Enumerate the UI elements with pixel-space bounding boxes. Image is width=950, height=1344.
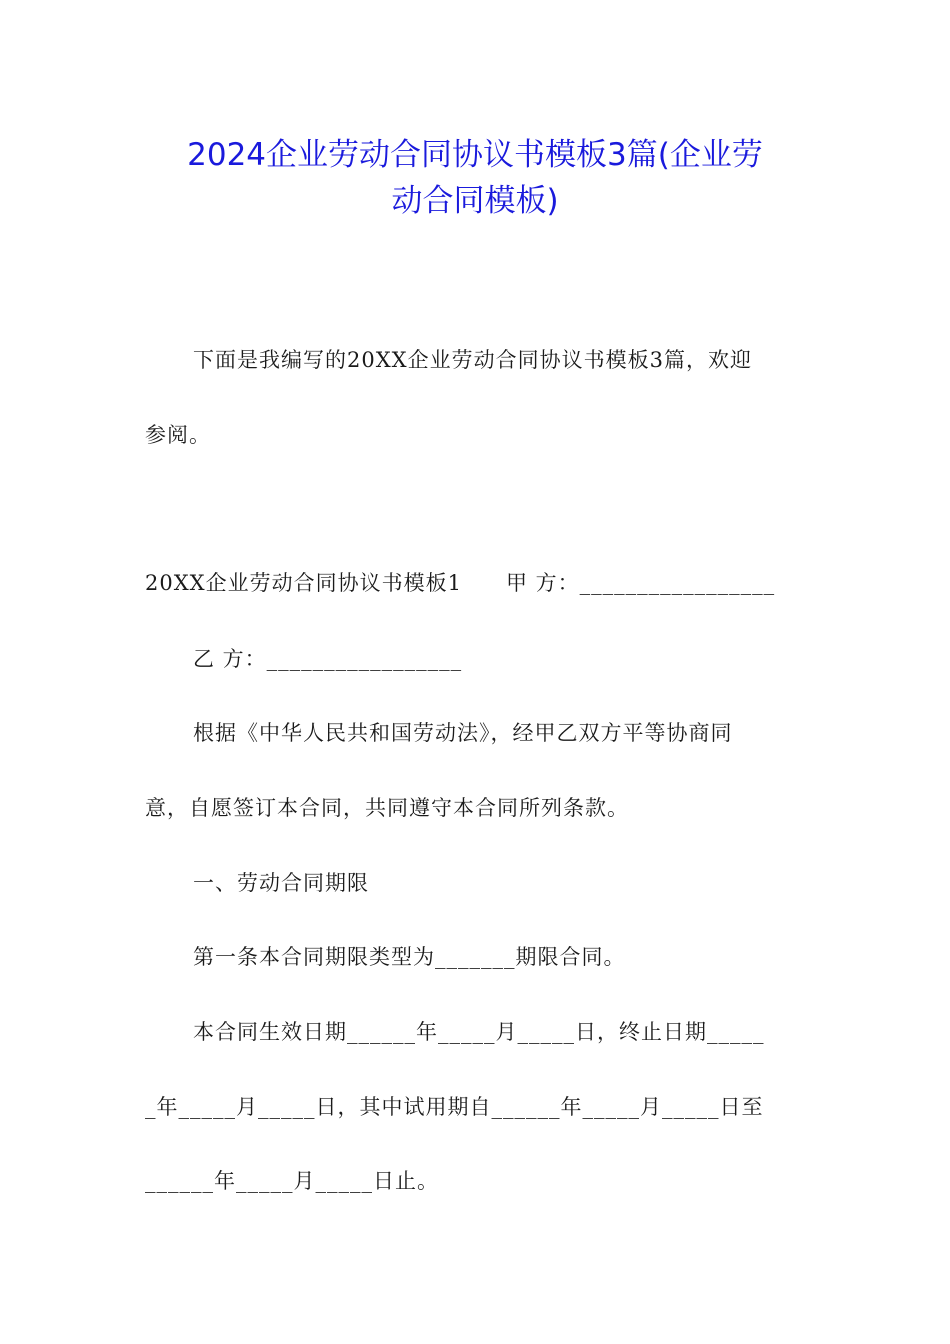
document-title-line-2: 动合同模板) [391,183,559,219]
basis-paragraph-line-2: 意，自愿签订本合同，共同遵守本合同所列条款。 [145,796,629,820]
dates-paragraph-line-3: ______年_____月_____日止。 [145,1169,439,1193]
contract-heading-party-a: 20XX企业劳动合同协议书模板1 甲 方：_________________ [145,571,776,595]
intro-paragraph-line-2: 参阅。 [145,423,211,447]
dates-paragraph-line-1: 本合同生效日期______年_____月_____日，终止日期_____ [193,1020,765,1044]
intro-paragraph-line-1: 下面是我编写的20XX企业劳动合同协议书模板3篇，欢迎 [193,348,752,372]
document-title-line-1: 2024企业劳动合同协议书模板3篇(企业劳 [187,137,763,173]
article-1-line: 第一条本合同期限类型为_______期限合同。 [193,945,626,969]
section-1-title: 一、劳动合同期限 [193,871,369,895]
party-b-line: 乙 方：_________________ [193,647,463,671]
dates-paragraph-line-2: _年_____月_____日，其中试用期自______年_____月_____日至 [145,1095,764,1119]
basis-paragraph-line-1: 根据《中华人民共和国劳动法》，经甲乙双方平等协商同 [193,721,733,745]
